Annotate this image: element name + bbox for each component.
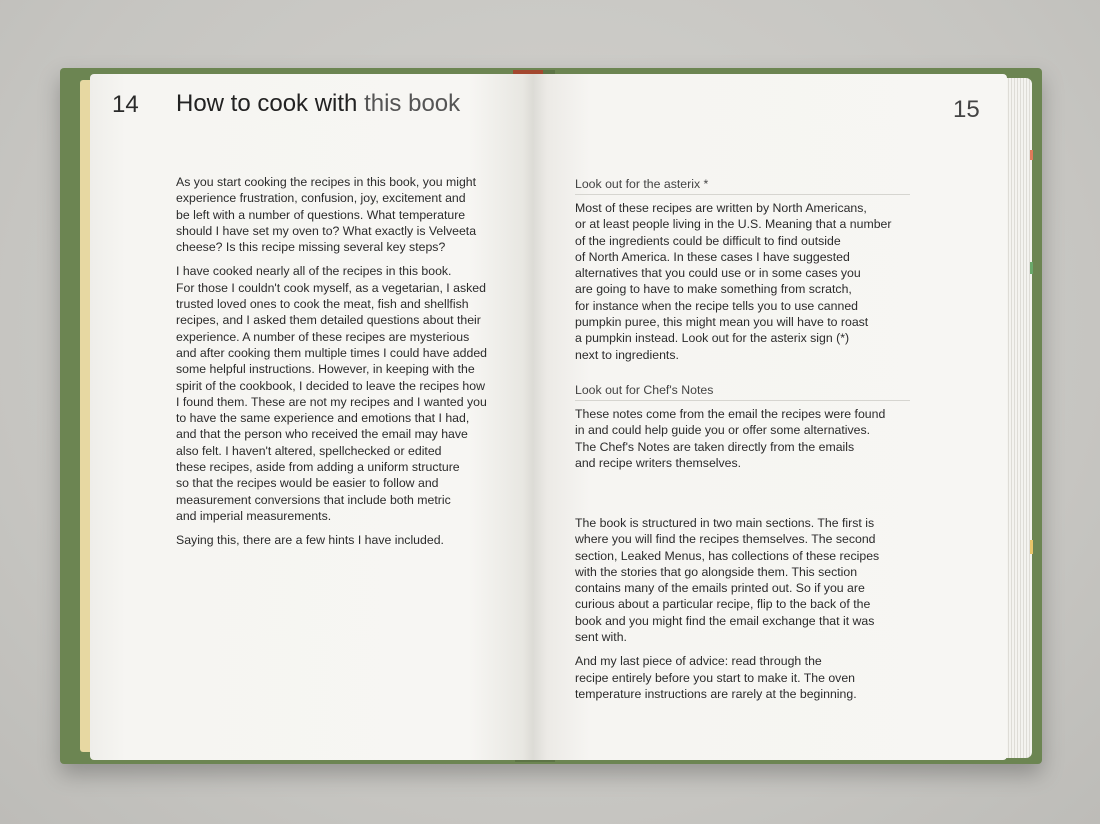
section-text-asterix [575, 200, 915, 371]
page-tab-marker [1030, 150, 1033, 160]
right-body [575, 515, 915, 710]
divider [575, 400, 910, 401]
section-text-chefs-notes [575, 406, 915, 479]
title-end: this book [364, 90, 461, 117]
right-page-number: 15 [953, 96, 980, 123]
section-heading-chefs-notes: Look out for Chef's Notes [575, 383, 714, 397]
right-paragraph: And my last piece of advice: read through the recipe entirely before you start to make it. The oven temperature instructions are rarely at the beginning. [575, 654, 857, 701]
left-paragraph: Saying this, there are a few hints I have included. [176, 533, 444, 548]
left-page-number: 14 [112, 91, 139, 118]
title-main: How to cook with [176, 90, 365, 117]
divider [575, 194, 910, 195]
page-tab-marker [1030, 540, 1033, 554]
section-heading-asterix: Look out for the asterix * [575, 177, 709, 191]
page-title [176, 90, 460, 118]
page-tab-marker [1030, 262, 1033, 274]
left-paragraph: I have cooked nearly all of the recipes in this book. For those I couldn't cook myself, as a vegetarian, I asked trusted loved ones to cook the meat, fish and shellfish recipes, and I asked them detailed questions about their experience. A number of these recipes are mysterious and after cooking them multiple times I could have added some helpful instructions. However, in keeping with the spirit of the cookbook, I decided to leave the recipes how I found them. These are not my recipes and I wanted you to have the same experience and emotions that I had, and that the person who received the email may have also felt. I haven't altered, spellchecked or edited these recipes, aside from adding a uniform structure so that the recipes would be easier to follow and measurement conversions that include both metric and imperial measurements. [176, 264, 488, 523]
left-paragraph: As you start cooking the recipes in this book, you might experience frustration, confusion, joy, excitement and be left with a number of questions. What temperature should I have set my oven to? What exactly is Velveeta cheese? Is this recipe missing several key steps? [176, 175, 477, 255]
section-paragraph: Most of these recipes are written by North Americans, or at least people living in the U.S. Meaning that a number of the ingredients could be difficult to find outside of North America. In these cases I have suggested alternatives that you could use or in some cases you are going to have to make something from scratch, for instance when the recipe tells you to use canned pumpkin puree, this might mean you will have to roast a pumpkin instead. Look out for the asterix sign (*) next to ingredients. [575, 201, 892, 362]
left-body [176, 174, 516, 557]
section-paragraph: These notes come from the email the recipes were found in and could help guide you or offer some alternatives. The Chef's Notes are taken directly from the emails and recipe writers themselves. [575, 407, 886, 470]
right-paragraph: The book is structured in two main sections. The first is where you will find the recipes themselves. The second section, Leaked Menus, has collections of these recipes with the stories that go alongside them. This section contains many of the emails printed out. So if you are curious about a particular recipe, flip to the back of the book and you might find the email exchange that it was sent with. [575, 516, 880, 645]
